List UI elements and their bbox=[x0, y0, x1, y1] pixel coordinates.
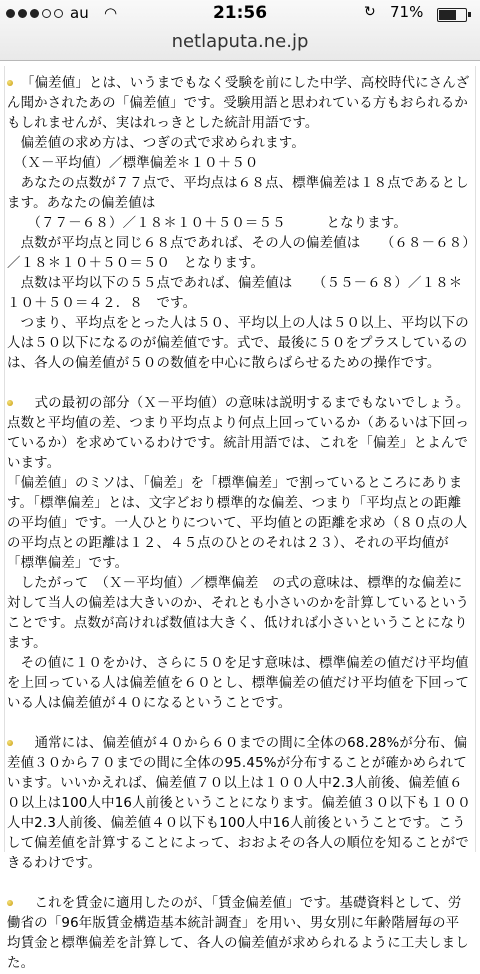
article-section bbox=[7, 894, 472, 974]
article-text: その値に１０をかけ、さらに５０を足す意味は、標準偏差の値だけ平均値を上回っている人は偏差値を６０とし、標準偏差の値だけ平均値を下回っている人は偏差値が４０になるということです。 bbox=[7, 656, 470, 711]
article-line bbox=[7, 154, 472, 174]
carrier-label: au bbox=[70, 4, 89, 22]
article-line bbox=[7, 134, 472, 154]
article-text: つまり、平均点をとった人は５０、平均以上の人は５０以上、平均以下の人は５０以下になるのが偏差値です。式で、最後に５０をプラスしているのは、各人の偏差値が５０の数値を中心に散らばらせるための操作です。 bbox=[7, 316, 469, 371]
article-text: 偏差値の求め方は、つぎの式で求められます。 bbox=[7, 136, 305, 151]
battery-percent: 71% bbox=[390, 3, 424, 21]
article-line bbox=[7, 894, 472, 974]
article-line bbox=[7, 74, 472, 134]
article-text: （Ｘ－平均値）／標準偏差＊１０＋５０ bbox=[7, 156, 259, 171]
article-line bbox=[7, 654, 472, 714]
bullet-icon bbox=[7, 400, 13, 406]
article-body bbox=[4, 66, 476, 971]
page-content bbox=[0, 60, 480, 971]
article-text: 点数が平均点と同じ６８点であれば、その人の偏差値は （６８－６８）／１８＊１０＋５０＝５０ となります。 bbox=[7, 236, 470, 271]
article-text: あなたの点数が７７点で、平均点は６８点、標準偏差は１８点であるとします。あなたの偏差値は bbox=[7, 176, 469, 211]
bullet-icon bbox=[7, 740, 13, 746]
status-time: 21:56 bbox=[212, 3, 268, 23]
article-line bbox=[7, 734, 472, 874]
article-line bbox=[7, 394, 472, 474]
rotation-lock-icon: ↻ bbox=[364, 4, 376, 20]
article-line bbox=[7, 234, 472, 274]
article-line bbox=[7, 214, 472, 234]
battery-icon bbox=[437, 8, 467, 22]
address-bar[interactable]: netlaputa.ne.jp bbox=[171, 31, 309, 52]
article-text: したがって （Ｘ－平均値）／標準偏差 の式の意味は、標準的な偏差に対して当人の偏差は大きいのか、それとも小さいのかを計算しているということです。点数が高ければ数値は大きく、低ければ小さいということになります。 bbox=[7, 576, 470, 651]
article-text: 式の最初の部分（Ｘ－平均値）の意味は説明するまでもないでしょう。点数と平均値の差、つまり平均点より何点上回っているか（あるいは下回っているか）を求めているわけです。統計用語では、これを「偏差」とよんでいます。 bbox=[7, 396, 470, 471]
battery-fill bbox=[439, 10, 456, 20]
article-text: 「偏差値」のミソは、「偏差」を「標準偏差」で割っているところにあります。「標準偏差」とは、文字どおり標準的な偏差、つまり「平均点との距離の平均値」です。一人ひとりについて、平均値との距離を求め（８０点の人の平均点との距離は１２、４５点のひとのそれは２３）、それの平均値が「標準偏差」です。 bbox=[7, 476, 468, 571]
article-line bbox=[7, 274, 472, 314]
article-line bbox=[7, 574, 472, 654]
article-line bbox=[7, 174, 472, 214]
article-text: これを賃金に適用したのが、「賃金偏差値」です。基礎資料として、労働省の「96年版賃金構造基本統計調査」を用い、男女別に年齢階層毎の平均賃金と標準偏差を計算して、各人の偏差値が求められるように工夫しました。 bbox=[7, 896, 469, 971]
article-text: 点数は平均以下の５５点であれば、偏差値は （５５－６８）／１８＊１０＋５０＝４２．８ です。 bbox=[7, 276, 463, 311]
article-line bbox=[7, 314, 472, 374]
article-section bbox=[7, 74, 472, 374]
bullet-icon bbox=[7, 900, 13, 906]
status-bar bbox=[0, 0, 480, 26]
article-section bbox=[7, 394, 472, 714]
ios-browser-chrome bbox=[0, 0, 480, 61]
wifi-icon: ◠ bbox=[104, 4, 118, 22]
article-text: 通常には、偏差値が４０から６０までの間に全体の68.28%が分布、偏差値３０から７０までの間に全体の95.45%が分布することが確かめられています。いいかえれば、偏差値７０以上は１００人中2.3人前後、偏差値６０以上は100人中16人前後ということになります。偏差値３０以下も１００人中2.3人前後、偏差値４０以下も100人中16人前後ということです。こうして偏差値を計算することによって、おおよその各人の順位を知ることができるわけです。 bbox=[7, 736, 471, 871]
bullet-icon bbox=[7, 80, 13, 86]
article-line bbox=[7, 474, 472, 574]
article-text: 「偏差値」とは、いうまでもなく受験を前にした中学、高校時代にさんざん聞かされたあの「偏差値」です。受験用語と思われている方もおられるかもしれませんが、実はれっきとした統計用語です。 bbox=[7, 76, 470, 131]
article-text: （７７－６８）／１８＊１０＋５０＝５５ となります。 bbox=[7, 216, 407, 231]
article-section bbox=[7, 734, 472, 874]
